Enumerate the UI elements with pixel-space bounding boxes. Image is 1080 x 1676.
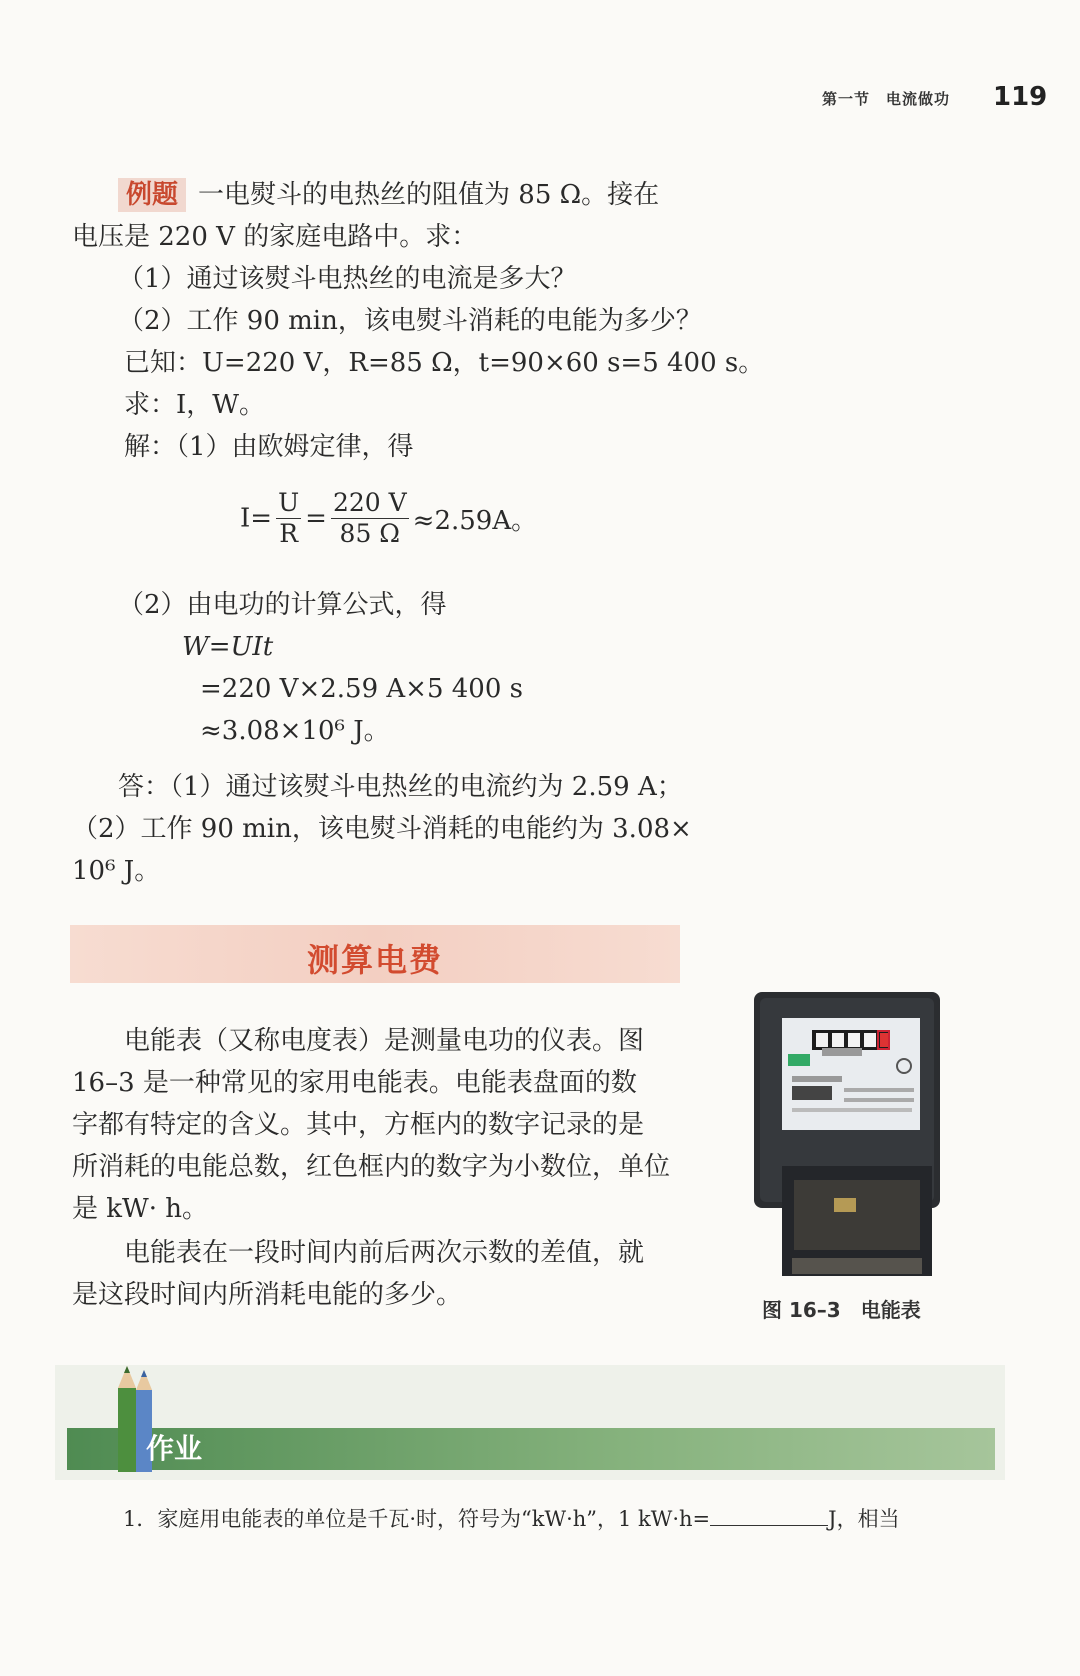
paragraph-1-line-4: 所消耗的电能总数，红色框内的数字为小数位，单位 [72,1152,671,1182]
page-number: 119 [993,82,1048,112]
paragraph-1-line-5: 是 kW· h。 [72,1194,209,1224]
fraction-numerator: U [278,488,300,517]
homework-question-1-tail: J，相当 [828,1507,900,1531]
electricity-meter-image [752,990,942,1282]
work-formula-line-1: W=UIt [182,632,274,662]
ohm-law-formula [240,488,537,549]
homework-title: 作业 [146,1432,203,1465]
answer-line-3: 10⁶ J。 [72,856,161,886]
solution-step-2: （2）由电功的计算公式，得 [118,590,447,620]
running-header-section: 第一节 电流做功 [822,90,951,108]
formula-result: ≈2.59A。 [412,506,538,536]
fraction-u-over-r [276,488,301,549]
answer-line-2: （2）工作 90 min，该电熨斗消耗的电能约为 3.08× [72,814,692,844]
fraction-denominator: 85 Ω [339,519,401,548]
fraction-denominator: R [279,519,299,548]
homework-question-1-text: 1．家庭用电能表的单位是千瓦·时，符号为“kW·h”，1 kW·h= [123,1507,711,1531]
example-intro-line-2: 电压是 220 V 的家庭电路中。求： [72,222,478,252]
formula-equals: = [305,503,327,534]
work-formula-line-3: ≈3.08×10⁶ J。 [200,716,390,746]
answer-line-1: 答：（1）通过该熨斗电热丝的电流约为 2.59 A； [118,772,683,802]
question-2: （2）工作 90 min，该电熨斗消耗的电能为多少？ [118,306,702,336]
paragraph-1-line-1: 电能表（又称电度表）是测量电功的仪表。图 [124,1026,645,1056]
answer-blank[interactable] [710,1507,828,1526]
work-formula-line-2: =220 V×2.59 A×5 400 s [200,674,523,704]
fraction-values [331,488,409,549]
figure-caption: 图 16–3 电能表 [762,1298,921,1322]
paragraph-2-line-1: 电能表在一段时间内前后两次示数的差值，就 [124,1238,645,1268]
paragraph-2-line-2: 是这段时间内所消耗电能的多少。 [72,1280,463,1310]
known-values: 已知：U=220 V，R=85 Ω，t=90×60 s=5 400 s。 [124,348,765,378]
paragraph-1-line-3: 字都有特定的含义。其中，方框内的数字记录的是 [72,1110,645,1140]
solution-step-1: 解：（1）由欧姆定律，得 [124,432,414,462]
section-heading: 测算电费 [306,941,443,979]
example-label: 例题 [118,178,186,212]
example-intro-text: 一电熨斗的电热丝的阻值为 85 Ω。接在 [198,180,660,210]
homework-question-1 [123,1503,900,1533]
example-intro-line-1 [118,174,659,216]
fraction-numerator: 220 V [332,488,407,517]
find-values: 求：I，W。 [124,390,265,420]
homework-title-bar [67,1428,995,1470]
question-1: （1）通过该熨斗电热丝的电流是多大？ [118,264,577,294]
formula-lhs: I= [240,503,273,534]
paragraph-1-line-2: 16–3 是一种常见的家用电能表。电能表盘面的数 [72,1068,637,1098]
